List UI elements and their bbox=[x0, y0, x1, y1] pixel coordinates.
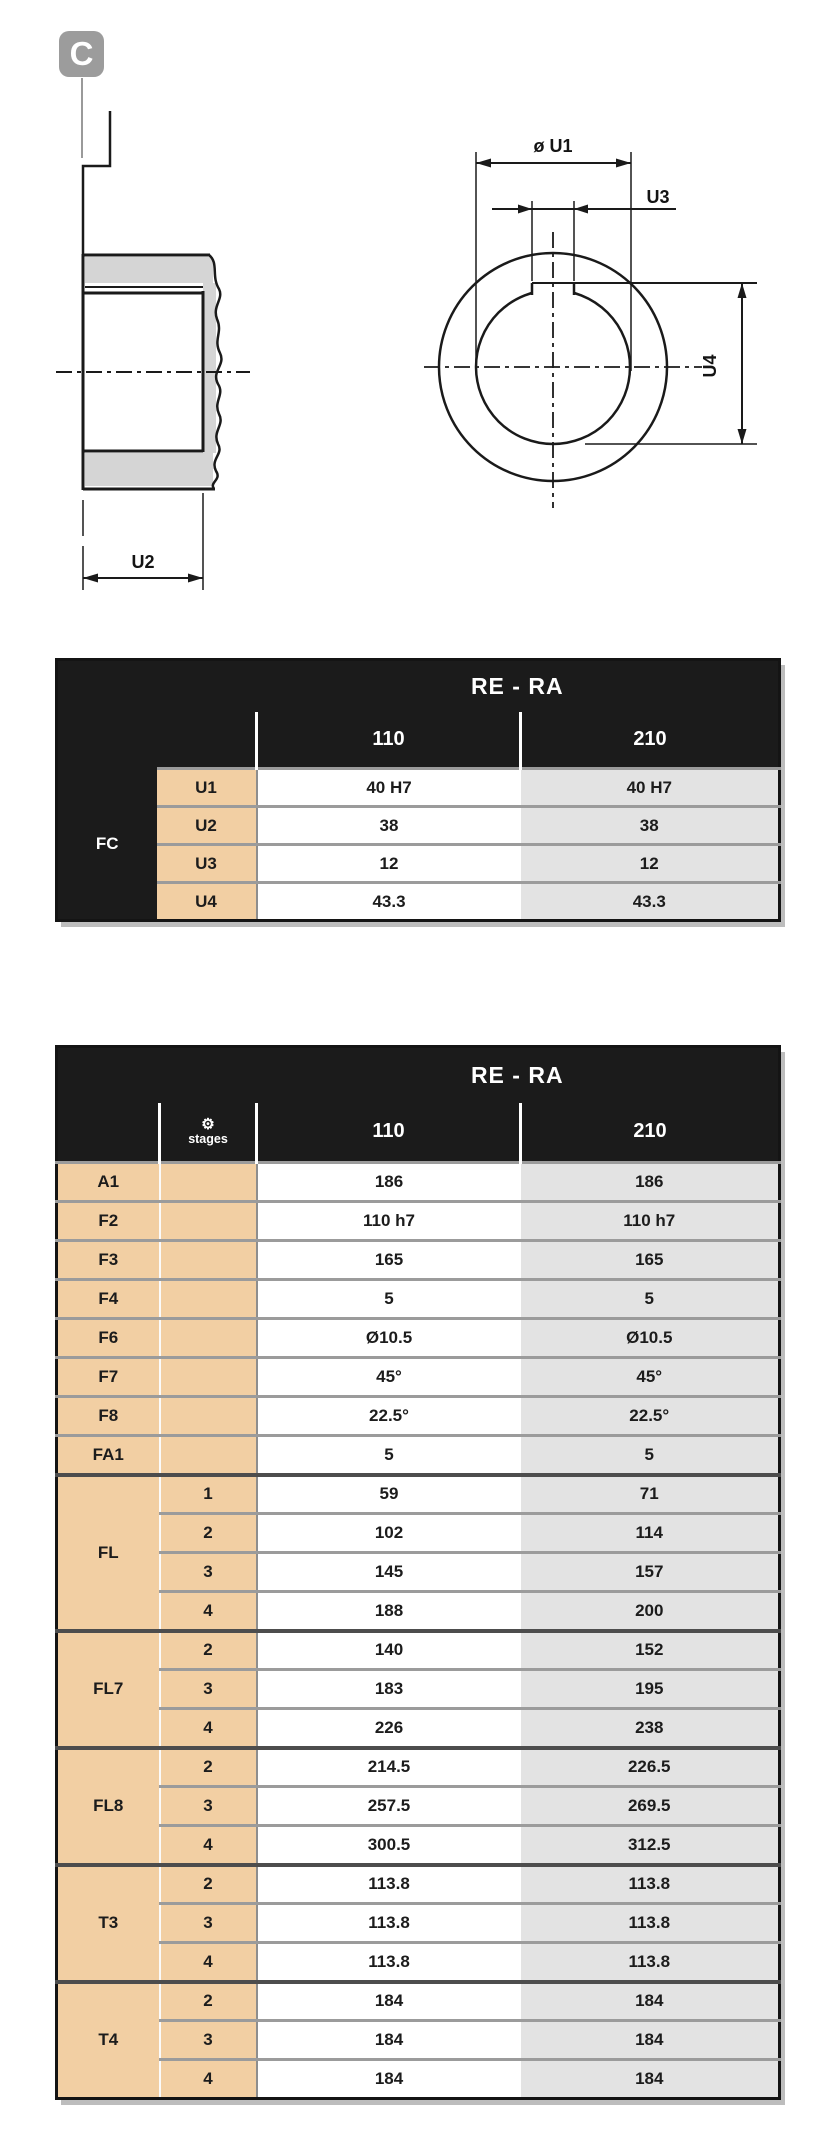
value-110: 300.5 bbox=[257, 1826, 521, 1865]
stage-number bbox=[160, 1202, 257, 1241]
u2-arrow-left bbox=[83, 574, 98, 583]
value-210: 43.3 bbox=[521, 883, 780, 921]
stage-number: 3 bbox=[160, 1904, 257, 1943]
value-110: 113.8 bbox=[257, 1865, 521, 1904]
value-210: Ø10.5 bbox=[521, 1319, 780, 1358]
table-row bbox=[57, 1241, 780, 1280]
value-110: 184 bbox=[257, 1982, 521, 2021]
table-row bbox=[57, 1865, 780, 1904]
value-110: 22.5° bbox=[257, 1397, 521, 1436]
table-side-label: FC bbox=[57, 769, 157, 921]
table-row bbox=[57, 1436, 780, 1475]
table-row bbox=[57, 883, 780, 921]
value-210: 22.5° bbox=[521, 1397, 780, 1436]
row-label: FL8 bbox=[57, 1748, 160, 1865]
value-110: 12 bbox=[257, 845, 521, 883]
table-row bbox=[57, 1553, 780, 1592]
value-210: 269.5 bbox=[521, 1787, 780, 1826]
header-blank bbox=[57, 1047, 257, 1103]
value-110: 113.8 bbox=[257, 1904, 521, 1943]
stage-number: 4 bbox=[160, 2060, 257, 2099]
row-label: F8 bbox=[57, 1397, 160, 1436]
table-row bbox=[57, 1982, 780, 2021]
table-row bbox=[57, 1943, 780, 1982]
stage-number: 2 bbox=[160, 1982, 257, 2021]
u1-arrow-left bbox=[476, 159, 491, 168]
row-label: F3 bbox=[57, 1241, 160, 1280]
stage-number: 3 bbox=[160, 1553, 257, 1592]
u3-arrow-left bbox=[518, 205, 532, 214]
value-110: 110 h7 bbox=[257, 1202, 521, 1241]
value-110: 38 bbox=[257, 807, 521, 845]
table-dimensions bbox=[55, 1045, 781, 2100]
table-row bbox=[57, 1280, 780, 1319]
value-210: 71 bbox=[521, 1475, 780, 1514]
stage-number bbox=[160, 1241, 257, 1280]
table-row bbox=[57, 1826, 780, 1865]
value-210: 184 bbox=[521, 1982, 780, 2021]
column-header-110: 110 bbox=[257, 1103, 521, 1163]
table-fc bbox=[55, 658, 781, 922]
stage-number: 3 bbox=[160, 2021, 257, 2060]
table-row bbox=[57, 845, 780, 883]
stage-number: 2 bbox=[160, 1865, 257, 1904]
side-view-drawing bbox=[35, 55, 270, 600]
table-row bbox=[57, 1904, 780, 1943]
value-210: 113.8 bbox=[521, 1943, 780, 1982]
table-row bbox=[57, 1514, 780, 1553]
value-110: 59 bbox=[257, 1475, 521, 1514]
dim-label-u4: U4 bbox=[700, 354, 720, 378]
value-110: 45° bbox=[257, 1358, 521, 1397]
u4-arrow-top bbox=[738, 283, 747, 298]
value-110: 40 H7 bbox=[257, 769, 521, 807]
stage-number bbox=[160, 1319, 257, 1358]
table-fc-title-row bbox=[57, 660, 780, 712]
table-row bbox=[57, 2021, 780, 2060]
table-row bbox=[57, 1787, 780, 1826]
table-row bbox=[57, 1748, 780, 1787]
value-210: 110 h7 bbox=[521, 1202, 780, 1241]
hub-break-sliver bbox=[203, 283, 216, 453]
section-badge: C bbox=[59, 31, 104, 77]
row-label: T3 bbox=[57, 1865, 160, 1982]
row-label: A1 bbox=[57, 1163, 160, 1202]
row-label: FL bbox=[57, 1475, 160, 1631]
stage-number: 2 bbox=[160, 1631, 257, 1670]
value-210: 186 bbox=[521, 1163, 780, 1202]
value-210: 195 bbox=[521, 1670, 780, 1709]
stages-label: stages bbox=[188, 1132, 228, 1147]
row-label: FL7 bbox=[57, 1631, 160, 1748]
stage-number: 3 bbox=[160, 1787, 257, 1826]
table-dimensions-columns-row bbox=[57, 1103, 780, 1163]
value-110: 226 bbox=[257, 1709, 521, 1748]
value-110: 43.3 bbox=[257, 883, 521, 921]
table-fc-title: RE - RA bbox=[257, 660, 780, 712]
value-210: 238 bbox=[521, 1709, 780, 1748]
column-header-210: 210 bbox=[521, 712, 780, 769]
row-label: F4 bbox=[57, 1280, 160, 1319]
table-row bbox=[57, 1709, 780, 1748]
value-210: 312.5 bbox=[521, 1826, 780, 1865]
table-dimensions-title: RE - RA bbox=[257, 1047, 780, 1103]
front-view-drawing bbox=[404, 95, 790, 520]
value-210: 5 bbox=[521, 1280, 780, 1319]
value-210: 113.8 bbox=[521, 1904, 780, 1943]
value-210: 200 bbox=[521, 1592, 780, 1631]
value-110: 257.5 bbox=[257, 1787, 521, 1826]
row-label: U4 bbox=[157, 883, 257, 921]
table-fc-columns-row bbox=[57, 712, 780, 769]
hub-top-band bbox=[85, 257, 213, 283]
u3-arrow-right bbox=[574, 205, 588, 214]
value-110: Ø10.5 bbox=[257, 1319, 521, 1358]
table-row bbox=[57, 2060, 780, 2099]
stages-column-header bbox=[160, 1103, 257, 1163]
column-header-110: 110 bbox=[257, 712, 521, 769]
value-210: 152 bbox=[521, 1631, 780, 1670]
row-label: F6 bbox=[57, 1319, 160, 1358]
table-dimensions-title-row bbox=[57, 1047, 780, 1103]
stage-number bbox=[160, 1397, 257, 1436]
step-outline bbox=[83, 111, 110, 254]
dim-label-u1: ø U1 bbox=[533, 136, 573, 156]
u1-arrow-right bbox=[616, 159, 631, 168]
value-210: 114 bbox=[521, 1514, 780, 1553]
hub-bottom-band bbox=[85, 453, 213, 486]
value-110: 184 bbox=[257, 2060, 521, 2099]
value-210: 184 bbox=[521, 2060, 780, 2099]
value-110: 113.8 bbox=[257, 1943, 521, 1982]
value-110: 5 bbox=[257, 1280, 521, 1319]
header-blank bbox=[57, 712, 257, 769]
table-row bbox=[57, 1397, 780, 1436]
value-210: 165 bbox=[521, 1241, 780, 1280]
table-row bbox=[57, 1475, 780, 1514]
header-blank bbox=[57, 660, 257, 712]
value-210: 40 H7 bbox=[521, 769, 780, 807]
stage-number: 4 bbox=[160, 1592, 257, 1631]
stage-number: 4 bbox=[160, 1709, 257, 1748]
row-label: F7 bbox=[57, 1358, 160, 1397]
value-110: 184 bbox=[257, 2021, 521, 2060]
value-110: 5 bbox=[257, 1436, 521, 1475]
header-blank bbox=[57, 1103, 160, 1163]
value-110: 214.5 bbox=[257, 1748, 521, 1787]
value-210: 38 bbox=[521, 807, 780, 845]
value-110: 140 bbox=[257, 1631, 521, 1670]
row-label: T4 bbox=[57, 1982, 160, 2099]
dim-label-u2: U2 bbox=[131, 552, 155, 572]
value-110: 145 bbox=[257, 1553, 521, 1592]
row-label: U1 bbox=[157, 769, 257, 807]
table-row bbox=[57, 769, 780, 807]
dim-label-u3: U3 bbox=[646, 187, 670, 207]
row-label: FA1 bbox=[57, 1436, 160, 1475]
value-110: 186 bbox=[257, 1163, 521, 1202]
stage-number: 4 bbox=[160, 1826, 257, 1865]
value-210: 5 bbox=[521, 1436, 780, 1475]
column-header-210: 210 bbox=[521, 1103, 780, 1163]
value-110: 188 bbox=[257, 1592, 521, 1631]
value-210: 157 bbox=[521, 1553, 780, 1592]
stages-gear-icon: ⚙ bbox=[201, 1116, 215, 1134]
table-row bbox=[57, 1163, 780, 1202]
stage-number: 4 bbox=[160, 1943, 257, 1982]
row-label: U2 bbox=[157, 807, 257, 845]
row-label: F2 bbox=[57, 1202, 160, 1241]
value-210: 113.8 bbox=[521, 1865, 780, 1904]
row-label: U3 bbox=[157, 845, 257, 883]
value-210: 12 bbox=[521, 845, 780, 883]
value-210: 184 bbox=[521, 2021, 780, 2060]
value-210: 45° bbox=[521, 1358, 780, 1397]
stage-number bbox=[160, 1436, 257, 1475]
value-110: 183 bbox=[257, 1670, 521, 1709]
stage-number bbox=[160, 1163, 257, 1202]
stage-number: 2 bbox=[160, 1748, 257, 1787]
stage-number: 2 bbox=[160, 1514, 257, 1553]
stage-number bbox=[160, 1280, 257, 1319]
stage-number: 1 bbox=[160, 1475, 257, 1514]
table-row bbox=[57, 1202, 780, 1241]
table-row bbox=[57, 1670, 780, 1709]
u4-arrow-bottom bbox=[738, 429, 747, 444]
table-row bbox=[57, 1631, 780, 1670]
value-110: 102 bbox=[257, 1514, 521, 1553]
table-row bbox=[57, 1319, 780, 1358]
value-210: 226.5 bbox=[521, 1748, 780, 1787]
u2-arrow-right bbox=[188, 574, 203, 583]
table-row bbox=[57, 807, 780, 845]
value-110: 165 bbox=[257, 1241, 521, 1280]
table-row bbox=[57, 1592, 780, 1631]
stage-number: 3 bbox=[160, 1670, 257, 1709]
stage-number bbox=[160, 1358, 257, 1397]
table-row bbox=[57, 1358, 780, 1397]
